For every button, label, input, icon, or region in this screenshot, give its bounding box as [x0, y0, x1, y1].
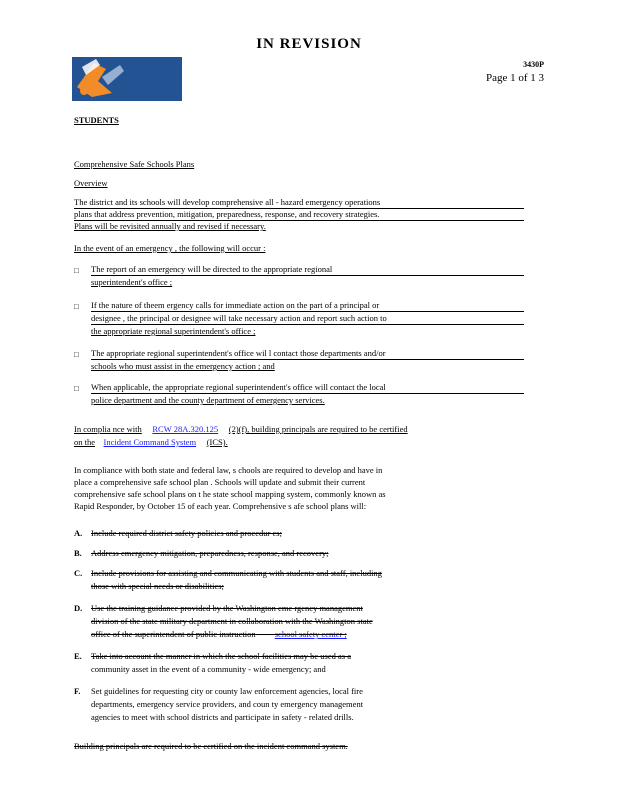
bullet-icon: □: [74, 384, 79, 393]
rcw-text: (ICS).: [206, 437, 228, 447]
policy-number: 3430P: [523, 60, 544, 69]
item-line: Use the training guidance provided by the Washington eme rgency management: [91, 603, 363, 613]
doc-title: Comprehensive Safe Schools Plans: [74, 159, 195, 169]
bullet-line: designee , the principal or designee will take necessary action and report such action to: [91, 313, 524, 325]
compliance-line: place a comprehensive safe school plan . Schools will update and submit their current: [74, 477, 366, 487]
compliance-line: In compliance with both state and federal law, s chools are required to develop and have in: [74, 465, 383, 475]
rcw-link[interactable]: RCW 28A.320.125: [152, 424, 219, 434]
ics-link[interactable]: Incident Command System: [103, 437, 197, 447]
bullet-line: schools who must assist in the emergency action ; and: [91, 361, 275, 371]
safety-center-link[interactable]: school safety center ;: [274, 629, 347, 639]
bullet-line: If the nature of theem ergency calls for immediate action on the part of a principal or: [91, 300, 524, 312]
item-line: community asset in the event of a community - wide emergency; and: [91, 664, 326, 674]
section-heading: STUDENTS: [74, 115, 119, 125]
revision-title: IN REVISION: [256, 36, 362, 52]
item-line: those with special needs or disabilities;: [91, 581, 224, 591]
item-line: departments, emergency service providers, and coun ty emergency management: [91, 699, 364, 709]
item-text: office of the superintendent of public instruction: [91, 629, 256, 639]
bullet-icon: □: [74, 266, 79, 275]
rcw-text: In complia nce with: [74, 424, 142, 434]
bullet-line: The report of an emergency will be directed to the appropriate regional: [91, 264, 524, 276]
item-line: Take into account the manner in which the school facilities may be used as a: [91, 651, 351, 661]
item-line: Address emergency mitigation, preparedness, response, and recovery;: [91, 548, 329, 558]
item-line: Set guidelines for requesting city or county law enforcement agencies, local fire: [91, 686, 363, 696]
bullet-icon: □: [74, 350, 79, 359]
event-intro: In the event of an emergency , the following will occur :: [74, 243, 266, 253]
overview-line: The district and its schools will develop comprehensive all - hazard emergency operations: [74, 197, 524, 209]
bullet-line: The appropriate regional superintendent's office wil l contact those departments and/or: [91, 348, 524, 360]
rcw-text: (2)(f), building principals are required to be certified: [228, 424, 408, 434]
district-logo: [72, 57, 182, 101]
item-line: division of the state military department in collaboration with the Washington state: [91, 616, 373, 626]
item-letter: A.: [74, 528, 83, 538]
item-line: agencies to meet with school districts and participate in safety - related drills.: [91, 712, 354, 722]
bullet-line: police department and the county department of emergency services.: [91, 395, 325, 405]
rcw-text: on the: [74, 437, 96, 447]
item-line: [91, 629, 524, 640]
compliance-line: comprehensive safe school plans on t he state school mapping system, commonly known as: [74, 489, 386, 499]
rcw-line: [74, 437, 524, 448]
item-line: Include required district safety policies and procedur es;: [91, 528, 282, 538]
item-letter: D.: [74, 603, 83, 613]
overview-line: plans that address prevention, mitigation, preparedness, response, and recovery strategies.: [74, 209, 524, 221]
item-letter: C.: [74, 568, 83, 578]
page-number: Page 1 of 1 3: [485, 72, 544, 84]
compliance-line: Rapid Responder, by October 15 of each year. Comprehensive s afe school plans will:: [74, 501, 367, 511]
item-letter: B.: [74, 548, 82, 558]
overview-heading: Overview: [74, 178, 108, 188]
bullet-line: When applicable, the appropriate regional superintendent's office will contact the local: [91, 382, 524, 394]
rcw-line: [74, 424, 524, 435]
bullet-icon: □: [74, 302, 79, 311]
bullet-line: the appropriate regional superintendent's office ;: [91, 326, 256, 336]
footer-line: Building principals are required to be certified on the incident command system.: [74, 741, 348, 751]
overview-line: Plans will be revisited annually and revised if necessary.: [74, 221, 266, 231]
item-line: Include provisions for assisting and communicating with students and staff, including: [91, 568, 382, 578]
item-letter: F.: [74, 686, 81, 696]
bullet-line: superintendent's office ;: [91, 277, 173, 287]
item-letter: E.: [74, 651, 82, 661]
